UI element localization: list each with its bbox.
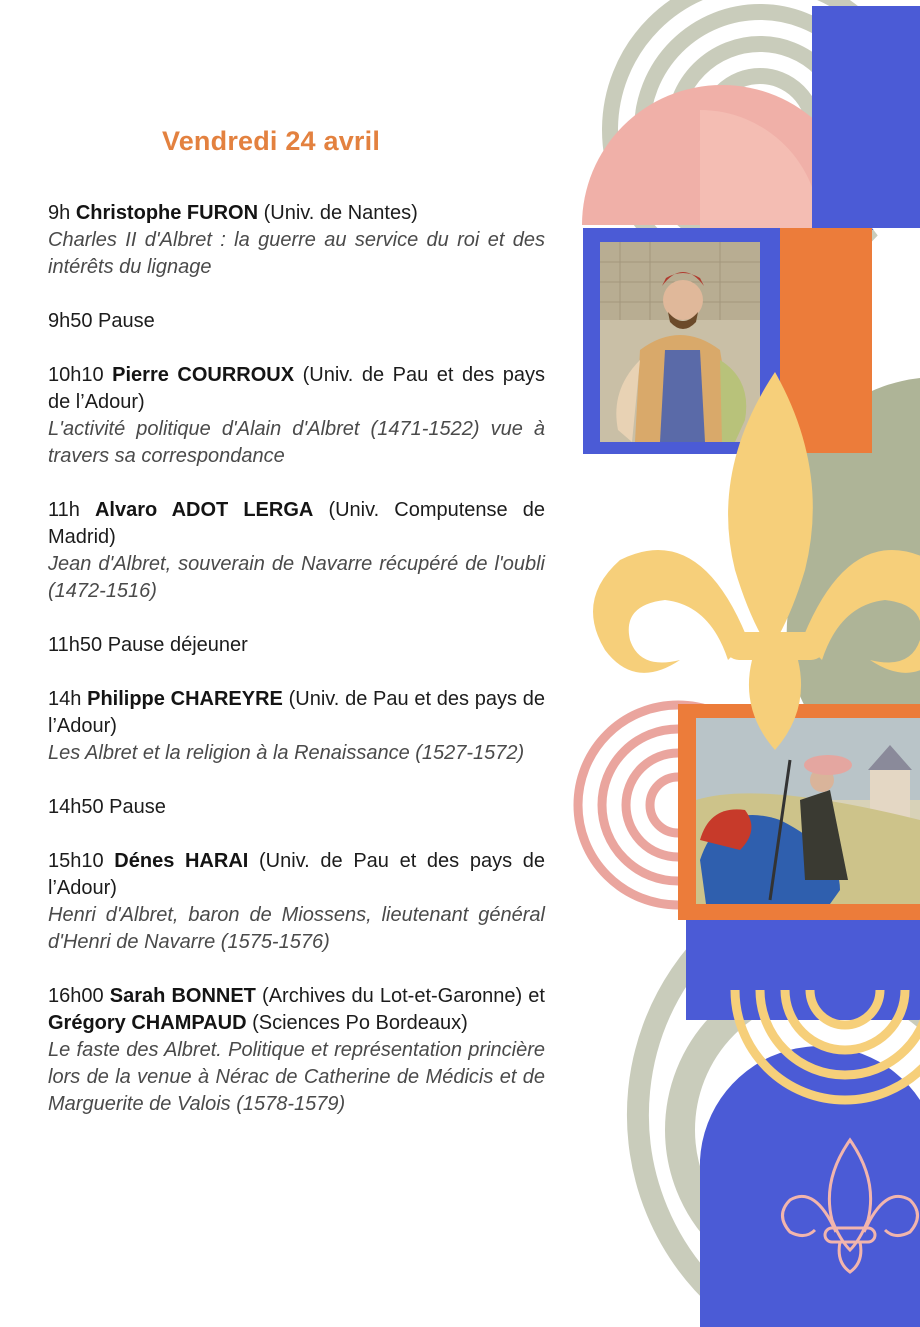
speaker-affiliation: (Archives du Lot-et-Garonne) — [262, 985, 523, 1007]
speaker-conjunction: et — [528, 985, 545, 1007]
speaker-name: Pierre COURROUX — [112, 364, 295, 386]
day-title: Vendredi 24 avril — [162, 126, 381, 156]
blue-band — [686, 920, 920, 1020]
speaker-affiliation-2: (Sciences Po Bordeaux) — [252, 1012, 468, 1034]
session-header — [48, 362, 545, 416]
speaker-affiliation: (Univ. de Pau et des pays de l’Adour) — [48, 364, 546, 413]
speaker-affiliation: (Univ. Computense de Madrid) — [48, 499, 546, 548]
break-item: 11h50 Pause déjeuner — [48, 634, 248, 656]
session-bonnet-champaud — [48, 983, 545, 1118]
session-chareyre — [48, 686, 545, 767]
speaker-name: Alvaro ADOT LERGA — [94, 499, 314, 521]
break-item: 14h50 Pause — [48, 796, 166, 818]
speaker-name: Philippe CHAREYRE — [87, 688, 283, 710]
speaker-name: Dénes HARAI — [114, 850, 249, 872]
knight-image — [696, 718, 920, 904]
session-time: 16h00 — [48, 985, 104, 1007]
speaker-name: Sarah BONNET — [109, 985, 256, 1007]
session-header — [48, 497, 545, 551]
program-list — [48, 200, 545, 1145]
session-header — [48, 848, 545, 902]
talk-title: Le faste des Albret. Politique et représentation princière lors de la venue à Nérac de Catherine de Médicis et de Marguerite de Valois (1578-1579) — [48, 1039, 545, 1115]
session-time: 14h — [48, 688, 82, 710]
session-time: 15h10 — [48, 850, 104, 872]
orange-wedge — [872, 228, 920, 290]
talk-title: Les Albret et la religion à la Renaissance (1527-1572) — [48, 742, 525, 764]
speaker-name: Christophe FURON — [75, 202, 259, 224]
session-furon — [48, 200, 545, 281]
speaker-affiliation: (Univ. de Pau et des pays de l’Adour) — [48, 850, 545, 899]
session-header — [48, 686, 545, 740]
session-time: 9h — [48, 202, 71, 224]
break-item: 9h50 Pause — [48, 310, 155, 332]
talk-title: Henri d'Albret, baron de Miossens, lieutenant général d'Henri de Navarre (1575-1576) — [48, 904, 545, 953]
session-harai — [48, 848, 545, 956]
portrait-image — [600, 242, 760, 442]
talk-title: Jean d'Albret, souverain de Navarre récupéré de l'oubli (1472-1516) — [48, 553, 545, 602]
session-header — [48, 200, 545, 227]
speaker-affiliation: (Univ. de Nantes) — [263, 202, 418, 224]
session-courroux — [48, 362, 545, 470]
session-header — [48, 983, 545, 1037]
talk-title: Charles II d'Albret : la guerre au service du roi et des intérêts du lignage — [48, 229, 545, 278]
speaker-name-2: Grégory CHAMPAUD — [48, 1012, 247, 1034]
session-time: 11h — [48, 499, 80, 521]
session-time: 10h10 — [48, 364, 104, 386]
speaker-affiliation: (Univ. de Pau et des pays de l’Adour) — [48, 688, 545, 737]
talk-title: L'activité politique d'Alain d'Albret (1471-1522) vue à travers sa correspondance — [48, 418, 545, 467]
session-adot-lerga — [48, 497, 545, 605]
